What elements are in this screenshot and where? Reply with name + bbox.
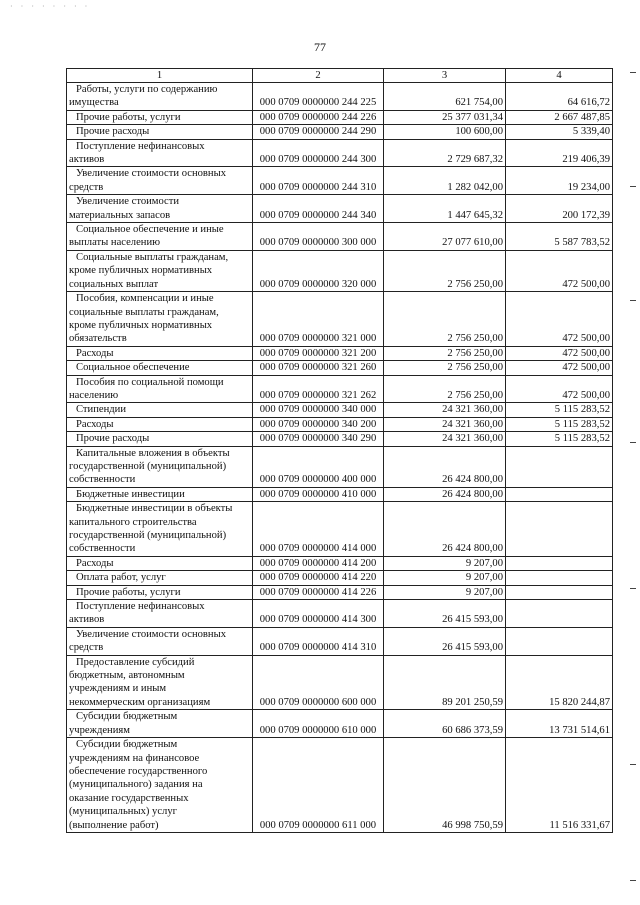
table-row (67, 292, 613, 347)
row-name-line: Поступление нефинансовых (76, 140, 205, 152)
row-name-line: Пособия по социальной помощи (76, 376, 224, 388)
row-code-cell: 000 0709 0000000 600 000 (253, 655, 384, 710)
table-row (67, 710, 613, 738)
row-value-col3: 26 424 800,00 (384, 502, 506, 557)
row-name-line: Увеличение стоимости основных (76, 628, 227, 640)
table-row (67, 83, 613, 111)
row-value-col4: 219 406,39 (506, 139, 613, 167)
row-name-line: Прочие работы, услуги (76, 586, 181, 598)
column-header-1: 1 (67, 69, 253, 83)
row-value-col3: 2 729 687,32 (384, 139, 506, 167)
table-row (67, 110, 613, 124)
row-value-col4: 472 500,00 (506, 292, 613, 347)
row-code-cell: 000 0709 0000000 340 200 (253, 417, 384, 431)
row-name-line: бюджетным, автономным (69, 670, 185, 682)
row-code-cell: 000 0709 0000000 320 000 (253, 250, 384, 291)
row-value-col3: 1 282 042,00 (384, 167, 506, 195)
row-code-cell: 000 0709 0000000 321 000 (253, 292, 384, 347)
table-row (67, 139, 613, 167)
row-name-line: учреждениям на финансовое (69, 752, 200, 764)
row-code-cell: 000 0709 0000000 414 200 (253, 556, 384, 570)
row-name-line: Субсидии бюджетным (76, 739, 178, 751)
row-code-cell: 000 0709 0000000 414 310 (253, 627, 384, 655)
row-name-cell (67, 83, 253, 111)
row-code-cell: 000 0709 0000000 611 000 (253, 738, 384, 833)
row-name-line: Бюджетные инвестиции в объекты (76, 503, 233, 515)
row-code-cell: 000 0709 0000000 244 226 (253, 110, 384, 124)
table-row (67, 446, 613, 487)
row-value-col3: 26 424 800,00 (384, 446, 506, 487)
row-name-line: собственности (69, 543, 136, 555)
row-value-col4 (506, 585, 613, 599)
row-code-cell: 000 0709 0000000 414 220 (253, 571, 384, 585)
row-name-line: социальных выплат (69, 278, 159, 290)
row-name-line: Предоставление субсидий (76, 656, 195, 668)
row-code-cell: 000 0709 0000000 414 226 (253, 585, 384, 599)
row-name-line: учреждениям (69, 724, 130, 736)
table-row (67, 195, 613, 223)
table-row (67, 738, 613, 833)
row-name-line: средств (69, 642, 104, 654)
row-name-cell (67, 432, 253, 446)
row-code-cell: 000 0709 0000000 340 000 (253, 403, 384, 417)
row-name-cell (67, 571, 253, 585)
row-code-cell: 000 0709 0000000 410 000 (253, 487, 384, 501)
row-name-cell (67, 585, 253, 599)
row-name-cell (67, 655, 253, 710)
row-name-line: средств (69, 181, 104, 193)
row-name-cell (67, 417, 253, 431)
row-name-line: Оплата работ, услуг (76, 572, 166, 584)
table-row (67, 655, 613, 710)
row-code-cell: 000 0709 0000000 300 000 (253, 223, 384, 251)
table-row (67, 502, 613, 557)
row-value-col3: 60 686 373,59 (384, 710, 506, 738)
row-code-cell: 000 0709 0000000 244 290 (253, 125, 384, 139)
row-name-line: оказание государственных (69, 792, 189, 804)
row-name-line: кроме публичных нормативных (69, 265, 213, 277)
row-value-col3: 26 415 593,00 (384, 600, 506, 628)
row-name-cell (67, 292, 253, 347)
row-name-cell (67, 710, 253, 738)
row-code-cell: 000 0709 0000000 321 200 (253, 346, 384, 360)
row-code-cell: 000 0709 0000000 610 000 (253, 710, 384, 738)
row-name-cell (67, 502, 253, 557)
row-value-col3: 2 756 250,00 (384, 250, 506, 291)
scan-edge-mark (630, 300, 636, 301)
row-value-col3: 100 600,00 (384, 125, 506, 139)
row-value-col3: 9 207,00 (384, 556, 506, 570)
row-value-col4: 5 115 283,52 (506, 417, 613, 431)
scan-edge-mark (630, 442, 636, 443)
row-name-line: Расходы (76, 418, 114, 430)
row-value-col3: 26 424 800,00 (384, 487, 506, 501)
row-name-line: Субсидии бюджетным (76, 711, 178, 723)
row-name-line: Работы, услуги по содержанию (76, 84, 218, 95)
row-code-cell: 000 0709 0000000 340 290 (253, 432, 384, 446)
table-row (67, 167, 613, 195)
table-row (67, 571, 613, 585)
budget-table (66, 68, 613, 833)
row-value-col4: 472 500,00 (506, 250, 613, 291)
row-name-cell (67, 600, 253, 628)
row-name-line: социальные выплаты гражданам, (69, 306, 219, 318)
row-code-cell: 000 0709 0000000 244 340 (253, 195, 384, 223)
table-row (67, 223, 613, 251)
row-value-col3: 27 077 610,00 (384, 223, 506, 251)
row-value-col4: 472 500,00 (506, 346, 613, 360)
row-name-line: некоммерческим организациям (69, 696, 211, 708)
row-name-line: Увеличение стоимости (76, 196, 180, 208)
row-name-line: учреждениям и иным (69, 683, 167, 695)
table-row (67, 346, 613, 360)
table-row (67, 361, 613, 375)
table-row (67, 600, 613, 628)
row-value-col4: 472 500,00 (506, 361, 613, 375)
table-row (67, 125, 613, 139)
row-name-cell (67, 167, 253, 195)
row-name-line: Социальное обеспечение (76, 362, 190, 374)
row-name-line: активов (69, 154, 105, 166)
row-value-col3: 89 201 250,59 (384, 655, 506, 710)
scan-artifact-dots: · · · · · · · · (10, 2, 91, 11)
row-code-cell: 000 0709 0000000 321 260 (253, 361, 384, 375)
row-code-cell: 000 0709 0000000 244 310 (253, 167, 384, 195)
row-name-line: Увеличение стоимости основных (76, 168, 227, 180)
row-name-cell (67, 446, 253, 487)
row-value-col3: 24 321 360,00 (384, 403, 506, 417)
row-value-col4 (506, 487, 613, 501)
row-name-line: государственной (муниципальной) (69, 460, 227, 472)
row-name-line: капитального строительства (69, 516, 197, 528)
row-value-col4: 472 500,00 (506, 375, 613, 403)
column-header-2: 2 (253, 69, 384, 83)
row-name-line: имущества (69, 97, 119, 109)
table-body (67, 83, 613, 833)
row-code-cell: 000 0709 0000000 321 262 (253, 375, 384, 403)
row-value-col4: 13 731 514,61 (506, 710, 613, 738)
row-value-col4: 15 820 244,87 (506, 655, 613, 710)
scan-edge-mark (630, 764, 636, 765)
row-value-col3: 621 754,00 (384, 83, 506, 111)
row-name-cell (67, 250, 253, 291)
scan-edge-mark (630, 72, 636, 73)
scan-edge-mark (630, 588, 636, 589)
row-name-cell (67, 375, 253, 403)
row-name-line: (муниципального) задания на (69, 779, 203, 791)
row-value-col4: 5 115 283,52 (506, 432, 613, 446)
row-code-cell: 000 0709 0000000 400 000 (253, 446, 384, 487)
row-value-col4: 5 587 783,52 (506, 223, 613, 251)
row-value-col4: 5 115 283,52 (506, 403, 613, 417)
row-code-cell: 000 0709 0000000 414 000 (253, 502, 384, 557)
row-name-line: Бюджетные инвестиции (76, 488, 185, 500)
row-value-col3: 24 321 360,00 (384, 432, 506, 446)
row-value-col3: 25 377 031,34 (384, 110, 506, 124)
row-value-col3: 2 756 250,00 (384, 346, 506, 360)
row-value-col4 (506, 627, 613, 655)
row-name-line: Стипендии (76, 404, 126, 416)
row-value-col3: 1 447 645,32 (384, 195, 506, 223)
row-name-line: кроме публичных нормативных (69, 319, 213, 331)
row-code-cell: 000 0709 0000000 414 300 (253, 600, 384, 628)
row-value-col3: 9 207,00 (384, 585, 506, 599)
row-name-cell (67, 223, 253, 251)
row-name-line: населению (69, 389, 119, 401)
row-name-cell (67, 195, 253, 223)
row-value-col3: 9 207,00 (384, 571, 506, 585)
table-row (67, 250, 613, 291)
row-value-col3: 2 756 250,00 (384, 361, 506, 375)
row-value-col4 (506, 600, 613, 628)
row-name-line: активов (69, 614, 105, 626)
row-name-line: Капитальные вложения в объекты (76, 447, 230, 459)
row-name-cell (67, 346, 253, 360)
row-code-cell: 000 0709 0000000 244 225 (253, 83, 384, 111)
table-row (67, 585, 613, 599)
row-name-line: Социальное обеспечение и иные (76, 224, 224, 236)
table-row (67, 403, 613, 417)
row-name-line: Прочие расходы (76, 433, 150, 445)
row-name-line: Прочие работы, услуги (76, 111, 181, 123)
row-name-line: Поступление нефинансовых (76, 601, 205, 613)
row-name-line: Расходы (76, 557, 114, 569)
table-header-row (67, 69, 613, 83)
column-header-4: 4 (506, 69, 613, 83)
page-number: 77 (314, 40, 326, 54)
row-name-cell (67, 139, 253, 167)
row-name-line: (муниципальных) услуг (69, 806, 177, 818)
table-row (67, 556, 613, 570)
row-name-line: обеспечение государственного (69, 765, 208, 777)
row-name-cell (67, 125, 253, 139)
row-value-col4 (506, 556, 613, 570)
row-name-line: Пособия, компенсации и иные (76, 293, 214, 305)
row-value-col4: 2 667 487,85 (506, 110, 613, 124)
scan-edge-mark (630, 186, 636, 187)
row-value-col4: 5 339,40 (506, 125, 613, 139)
row-value-col4: 19 234,00 (506, 167, 613, 195)
row-value-col3: 26 415 593,00 (384, 627, 506, 655)
row-value-col4 (506, 446, 613, 487)
row-value-col4 (506, 502, 613, 557)
row-name-line: Прочие расходы (76, 126, 150, 138)
row-value-col4: 11 516 331,67 (506, 738, 613, 833)
row-name-line: государственной (муниципальной) (69, 530, 227, 541)
row-code-cell: 000 0709 0000000 244 300 (253, 139, 384, 167)
row-name-line: собственности (69, 474, 136, 486)
row-name-cell (67, 487, 253, 501)
table-row (67, 432, 613, 446)
row-name-cell (67, 556, 253, 570)
row-value-col4: 200 172,39 (506, 195, 613, 223)
row-name-line: выплаты населению (69, 237, 161, 249)
scan-edge-mark (630, 880, 636, 881)
row-name-cell (67, 738, 253, 833)
column-header-3: 3 (384, 69, 506, 83)
table-row (67, 375, 613, 403)
row-value-col3: 46 998 750,59 (384, 738, 506, 833)
row-name-cell (67, 403, 253, 417)
table-row (67, 487, 613, 501)
row-value-col4: 64 616,72 (506, 83, 613, 111)
table-row (67, 627, 613, 655)
row-name-line: материальных запасов (69, 209, 171, 221)
row-value-col4 (506, 571, 613, 585)
row-name-line: (выполнение работ) (69, 819, 159, 831)
row-value-col3: 24 321 360,00 (384, 417, 506, 431)
row-value-col3: 2 756 250,00 (384, 292, 506, 347)
row-name-cell (67, 627, 253, 655)
row-name-cell (67, 110, 253, 124)
row-name-cell (67, 361, 253, 375)
row-name-line: Социальные выплаты гражданам, (76, 251, 229, 263)
table-row (67, 417, 613, 431)
row-name-line: обязательств (69, 333, 127, 345)
row-name-line: Расходы (76, 347, 114, 359)
row-value-col3: 2 756 250,00 (384, 375, 506, 403)
